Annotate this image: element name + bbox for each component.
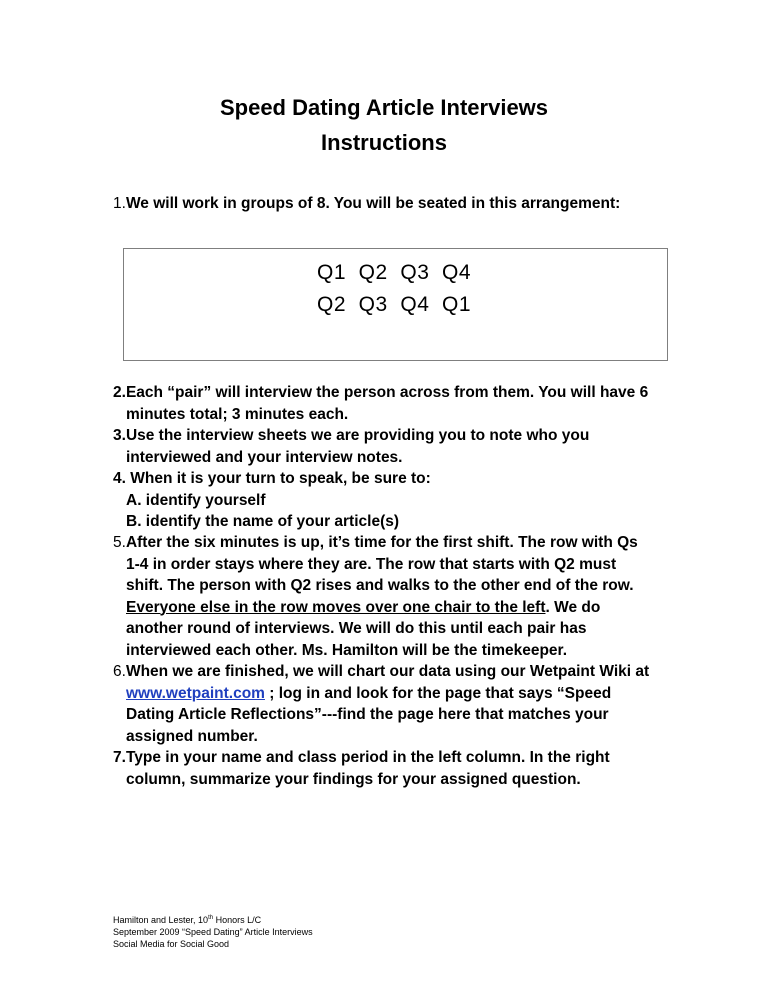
footer-line-1 bbox=[113, 914, 313, 926]
step-7 bbox=[113, 747, 673, 790]
footer-line-2: September 2009 “Speed Dating” Article Interviews bbox=[113, 927, 313, 937]
step-4-sub-b: B. identify the name of your article(s) bbox=[126, 513, 400, 530]
step-6-line-3: Dating Article Reflections”---find the page here that matches your bbox=[126, 706, 609, 723]
step-2 bbox=[113, 382, 673, 425]
step-2-number: 2. bbox=[113, 384, 126, 401]
step-3 bbox=[113, 425, 673, 468]
step-5-line-4-rest: . We do bbox=[545, 598, 601, 616]
footer-superscript: th bbox=[208, 915, 214, 921]
step-1 bbox=[113, 193, 673, 215]
step-5 bbox=[113, 532, 673, 661]
step-6-number: 6. bbox=[113, 663, 126, 680]
step-6-line-1: When we are finished, we will chart our data using our Wetpaint Wiki at bbox=[125, 663, 650, 680]
step-6-line-2-rest: ; log in and look for the page that says “Speed bbox=[264, 684, 612, 702]
step-5-line-3: shift. The person with Q2 rises and walks to the other end of the row. bbox=[126, 577, 634, 594]
step-3-number: 3. bbox=[113, 427, 126, 444]
step-5-underlined-text: Everyone else in the row moves over one chair to the left bbox=[126, 598, 546, 616]
step-5-number: 5. bbox=[113, 534, 126, 551]
footer-course: Honors L/C bbox=[213, 915, 262, 925]
step-7-line-2: column, summarize your findings for your assigned question. bbox=[126, 770, 581, 788]
step-5-line-4 bbox=[113, 597, 673, 619]
step-3-line-1: Use the interview sheets we are providing you to note who you bbox=[125, 427, 590, 444]
seating-row-1: Q1 Q2 Q3 Q4 bbox=[317, 261, 472, 284]
step-3-line-2: interviewed and your interview notes. bbox=[126, 448, 403, 466]
footer-authors: Hamilton and Lester, 10 bbox=[113, 915, 209, 925]
step-2-line-1: Each “pair” will interview the person across from them. You will have 6 bbox=[125, 384, 649, 401]
step-5-line-5: another round of interviews. We will do this until each pair has bbox=[126, 620, 587, 637]
document-footer bbox=[113, 914, 313, 950]
step-1-text: We will work in groups of 8. You will be seated in this arrangement: bbox=[125, 195, 621, 212]
step-5-line-1: After the six minutes is up, it’s time for the first shift. The row with Qs bbox=[125, 534, 638, 551]
step-5-line-2: 1-4 in order stays where they are. The row that starts with Q2 must bbox=[126, 555, 617, 573]
step-7-line-1: Type in your name and class period in the left column. In the right bbox=[125, 749, 610, 766]
wetpaint-link[interactable]: www.wetpaint.com bbox=[126, 684, 265, 702]
step-2-line-2: minutes total; 3 minutes each. bbox=[126, 405, 349, 423]
step-4-line-1: 4. When it is your turn to speak, be sure to: bbox=[113, 470, 431, 487]
step-4-sub-a: A. identify yourself bbox=[126, 491, 266, 509]
step-1-number: 1. bbox=[113, 195, 126, 212]
step-7-number: 7. bbox=[113, 749, 126, 766]
document-subtitle: Instructions bbox=[321, 130, 447, 155]
step-6-line-2 bbox=[113, 683, 673, 705]
step-4 bbox=[113, 468, 673, 533]
step-5-line-6: interviewed each other. Ms. Hamilton will be the timekeeper. bbox=[126, 641, 568, 659]
step-6 bbox=[113, 661, 673, 747]
seating-row-2: Q2 Q3 Q4 Q1 bbox=[317, 293, 472, 316]
step-6-line-4: assigned number. bbox=[126, 727, 258, 745]
footer-line-3: Social Media for Social Good bbox=[113, 939, 230, 949]
document-title: Speed Dating Article Interviews bbox=[219, 95, 549, 120]
